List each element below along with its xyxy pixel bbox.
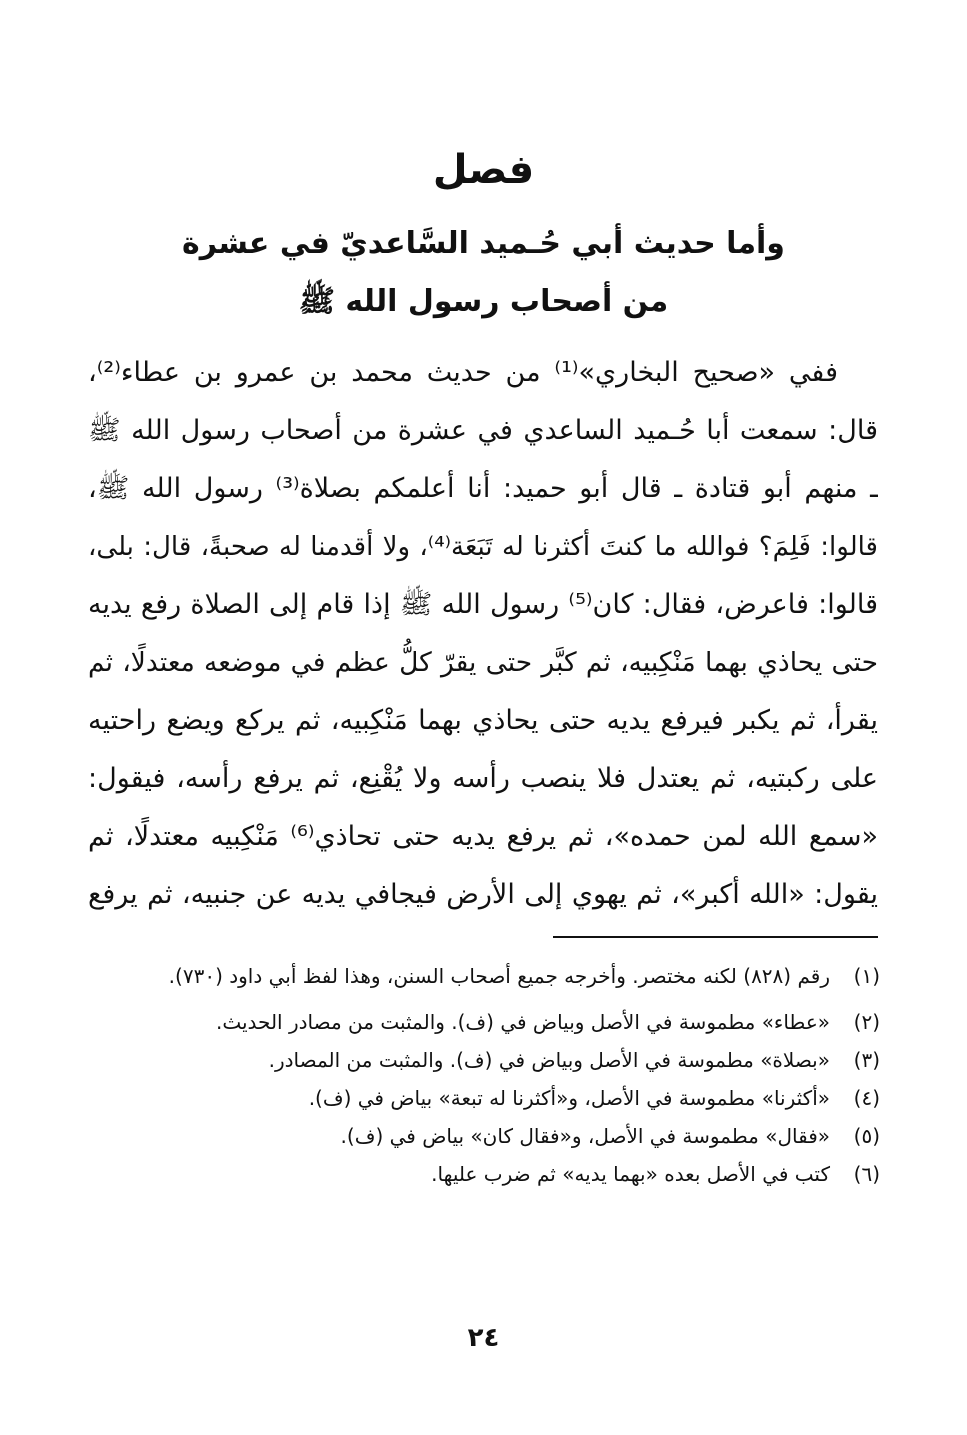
footnote-item	[68, 1003, 880, 1041]
body-line: «سمع الله لمن حمده»، ثم يرفع يديه حتى تحاذي⁽⁶⁾ مَنْكِبيه معتدلًا، ثم	[88, 821, 878, 852]
footnote-text: «أكثرنا» مطموسة في الأصل، و«أكثرنا له تبعة» بياض في (ف).	[308, 1086, 830, 1110]
chapter-title: فصل	[432, 147, 535, 193]
body-line: على ركبتيه، ثم يعتدل فلا ينصب رأسه ولا يُقْنِع، ثم يرفع رأسه، فيقول:	[88, 763, 878, 794]
footnote-item	[68, 1079, 880, 1117]
footnote-text: «عطاء» مطموسة في الأصل وبياض في (ف). والمثبت من مصادر الحديث.	[215, 1010, 830, 1034]
footnote-text: «فقال» مطموسة في الأصل، و«فقال كان» بياض في (ف).	[340, 1124, 830, 1148]
footnote-number: (٥)	[853, 1124, 880, 1148]
footnote-divider	[553, 936, 878, 938]
section-heading	[140, 215, 827, 331]
body-line: قال: سمعت أبا حُـميد الساعدي في عشرة من أصحاب رسول الله ﷺ	[88, 415, 878, 446]
footnote-item	[68, 1117, 880, 1155]
section-heading-line-1: وأما حديث أبي حُـميد السَّاعديّ في عشرة	[182, 226, 785, 261]
body-line: يقرأ، ثم يكبر فيرفع يديه حتى يحاذي بهما مَنْكِبيه، ثم يركع ويضع راحتيه	[88, 705, 878, 736]
footnote-number: (٢)	[853, 1010, 880, 1034]
section-heading-line-2: من أصحاب رسول الله ﷺ	[298, 284, 669, 319]
footnote-text: رقم (٨٢٨) لكنه مختصر. وأخرجه جميع أصحاب السنن، وهذا لفظ أبي داود (٧٣٠).	[168, 964, 830, 988]
footnote-number: (٦)	[853, 1162, 880, 1186]
footnote-item	[68, 1041, 880, 1079]
footnotes-list	[68, 957, 880, 1193]
footnote-number: (٤)	[853, 1086, 880, 1110]
body-line: حتى يحاذي بهما مَنْكِبيه، ثم كبَّر حتى يقرّ كلُّ عظم في موضعه معتدلًا، ثم	[88, 647, 878, 678]
footnote-number: (١)	[853, 964, 880, 988]
footnote-number: (٣)	[853, 1048, 880, 1072]
footnote-item	[68, 957, 880, 995]
footnote-text: كتب في الأصل بعده «بهما يديه» ثم ضرب عليها.	[431, 1162, 830, 1186]
body-text	[88, 344, 878, 924]
page-number: ٢٤	[467, 1323, 500, 1353]
footnote-text: «بصلاة» مطموسة في الأصل وبياض في (ف). والمثبت من المصادر.	[268, 1048, 830, 1072]
body-line: ـ منهم أبو قتادة ـ قال أبو حميد: أنا أعلمكم بصلاة⁽³⁾ رسول الله ﷺ،	[88, 473, 878, 504]
footnote-item	[68, 1155, 880, 1193]
body-line: ففي «صحيح البخاري»⁽¹⁾ من حديث محمد بن عمرو بن عطاء⁽²⁾،	[88, 357, 838, 388]
body-line: قالوا: فَلِمَ؟ فوالله ما كنتَ أكثرنا له تَبَعَة⁽⁴⁾، ولا أقدمنا له صحبةً، قال: بلى،	[88, 532, 878, 562]
body-line: قالوا: فاعرض، فقال: كان⁽⁵⁾ رسول الله ﷺ إذا قام إلى الصلاة رفع يديه	[88, 589, 878, 620]
body-line: يقول: «الله أكبر»، ثم يهوي إلى الأرض فيجافي يديه عن جنبيه، ثم يرفع	[88, 879, 878, 910]
